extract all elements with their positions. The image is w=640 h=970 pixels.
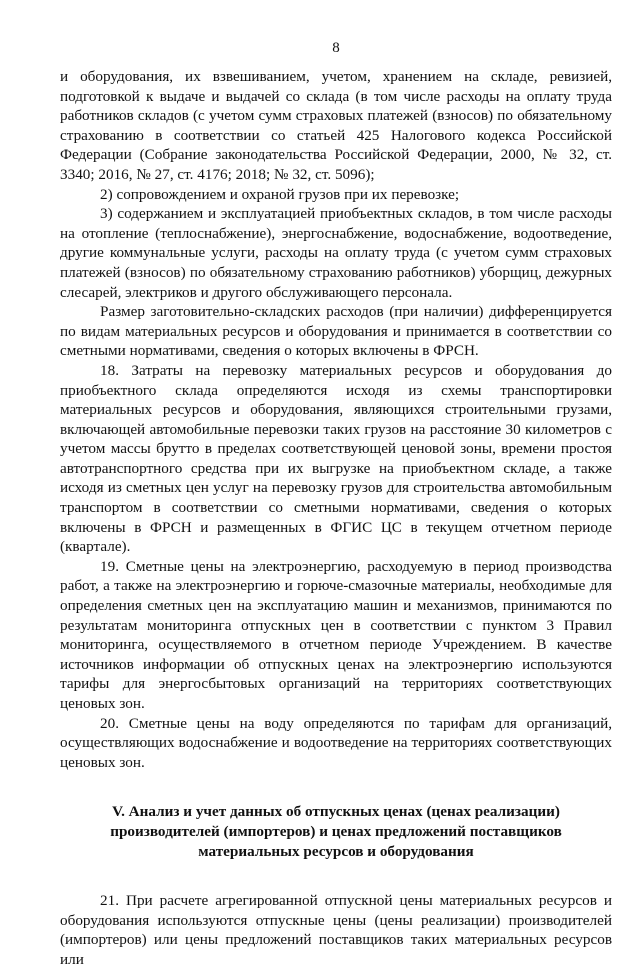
section-heading [60, 802, 612, 861]
section-heading-line: материальных ресурсов и оборудования [198, 842, 474, 860]
paragraph-continuation: и оборудования, их взвешиванием, учетом, хранением на складе, ревизией, подготовкой к выдаче и выдачей со склада (в том числе расходы на оплату труда работников складов (с учетом сумм страховых платежей (взносов) по обязательному страхованию в соответствии со статьей 425 Налогового кодекса Российской Федерации (Собрание законодательства Российской Федерации, 2000, № 32, ст. 3340; 2016, № 27, ст. 4176; 2018; № 32, ст. 5096); [60, 68, 612, 183]
section-heading-line: производителей (импортеров) и ценах предложений поставщиков [110, 822, 562, 840]
paragraph-18: 18. Затраты на перевозку материальных ресурсов и оборудования до приобъектного склада определяются исходя из схемы транспортировки материальных ресурсов и оборудования, являющихся строительными грузами, включающей автомобильные перевозки таких грузов на расстояние 30 километров с учетом массы брутто в пределах соответствующей ценовой зоны, времени простоя автотранспортного средства при их выгрузке на приобъектном складе, а также исходя из сметных цен услуг на перевозку грузов для строительства автомобильным транспортом в соответствии со сметными нормативами, сведения о которых включены в ФРСН и размещенных в ФГИС ЦС в текущем отчетном периоде (квартале). [60, 361, 612, 556]
paragraph-20: 20. Сметные цены на воду определяются по тарифам для организаций, осуществляющих водоснабжение и водоотведение на территориях соответствующих ценовых зон. [60, 714, 612, 771]
paragraph-item-3: 3) содержанием и эксплуатацией приобъектных складов, в том числе расходы на отопление (теплоснабжение), энергоснабжение, водоснабжение, водоотведение, другие коммунальные услуги, расходы на оплату труда (с учетом сумм страховых платежей (взносов) по обязательному страхованию работников) уборщиц, дежурных слесарей, электриков и другого обслуживающего персонала. [60, 205, 612, 301]
paragraph-21: 21. При расчете агрегированной отпускной цены материальных ресурсов и оборудования используются отпускные цены (цены реализации) производителей (импортеров) или цены предложений поставщиков таких материальных ресурсов или [60, 892, 612, 968]
paragraph-item-2: 2) сопровождением и охраной грузов при их перевозке; [100, 185, 460, 203]
paragraph-warehouse-costs: Размер заготовительно-складских расходов (при наличии) дифференцируется по видам материальных ресурсов и оборудования и принимается в соответствии со сметными нормативами, сведения о которых включены в ФРСН. [60, 303, 612, 360]
section-heading-line: V. Анализ и учет данных об отпускных ценах (ценах реализации) [112, 803, 560, 821]
document-body [60, 67, 612, 970]
paragraph-19: 19. Сметные цены на электроэнергию, расходуемую в период производства работ, а также на электроэнергию и горюче-смазочные материалы, необходимые для определения сметных цен на эксплуатацию машин и механизмов, принимаются по результатам мониторинга отпускных цен в соответствии с пунктом 3 Правил мониторинга, осуществляемого в отчетном периоде Учреждением. В качестве источников информации об отпускных ценах на электроэнергию используются тарифы для энергосбытовых организаций на территориях соответствующих ценовых зон. [60, 557, 612, 712]
page-number: 8 [332, 40, 340, 56]
